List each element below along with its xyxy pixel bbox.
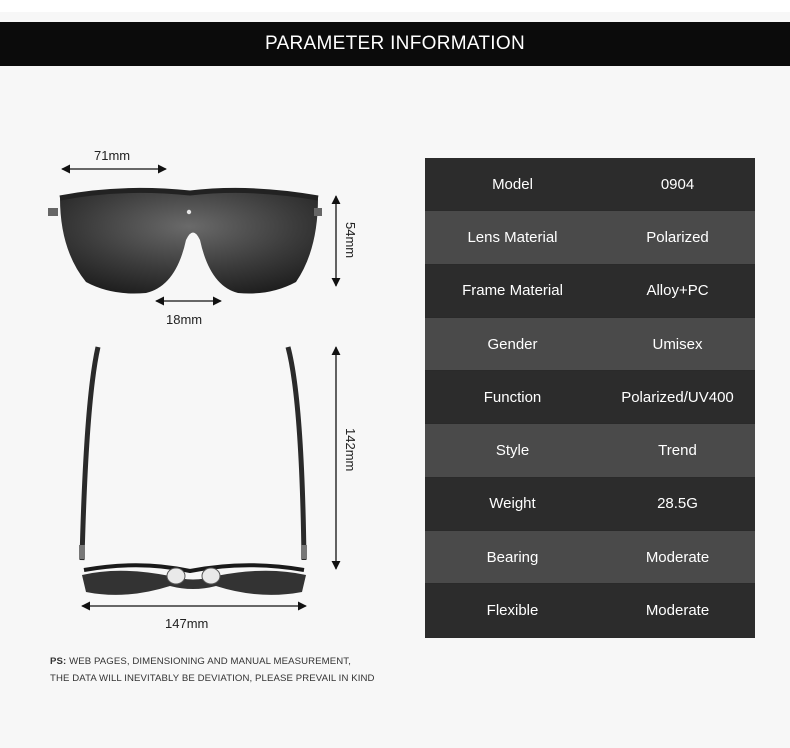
note-line-1 [50, 654, 375, 671]
table-row [425, 264, 755, 317]
note-text-2: THE DATA WILL INEVITABLY BE DEVIATION, PLEASE PREVAIL IN KIND [50, 672, 375, 684]
param-value: 0904 [600, 158, 755, 211]
param-key: Weight [425, 477, 600, 530]
temple-length-label: 142mm [343, 428, 358, 472]
param-key: Lens Material [425, 211, 600, 264]
param-key: Bearing [425, 531, 600, 584]
top-view-glasses [79, 347, 307, 595]
param-key: Function [425, 371, 600, 424]
measurement-note [50, 654, 375, 687]
lens-width-label: 71mm [94, 148, 131, 163]
table-row [425, 584, 755, 637]
note-text-1: WEB PAGES, DIMENSIONING AND MANUAL MEASUREMENT, [69, 656, 351, 667]
table-row [425, 424, 755, 477]
param-key: Style [425, 424, 600, 477]
param-value: Moderate [600, 584, 755, 637]
param-value: Polarized [600, 211, 755, 264]
note-prefix: PS: [50, 656, 67, 667]
table-row [425, 211, 755, 264]
parameter-table [425, 158, 755, 638]
param-key: Frame Material [425, 264, 600, 317]
front-view-glasses [48, 190, 322, 293]
param-key: Gender [425, 317, 600, 370]
param-value: 28.5G [600, 477, 755, 530]
param-value: Polarized/UV400 [600, 371, 755, 424]
table-row [425, 531, 755, 584]
param-value: Umisex [600, 317, 755, 370]
param-value: Trend [600, 424, 755, 477]
page-title: PARAMETER INFORMATION [0, 22, 790, 66]
param-key: Model [425, 158, 600, 211]
table-row [425, 477, 755, 530]
param-key: Flexible [425, 584, 600, 637]
param-value: Alloy+PC [600, 264, 755, 317]
param-value: Moderate [600, 531, 755, 584]
table-row [425, 371, 755, 424]
bridge-label: 18mm [166, 312, 203, 327]
frame-width-label: 147mm [165, 616, 209, 631]
table-row [425, 158, 755, 211]
lens-height-label: 54mm [343, 222, 358, 259]
table-row [425, 317, 755, 370]
